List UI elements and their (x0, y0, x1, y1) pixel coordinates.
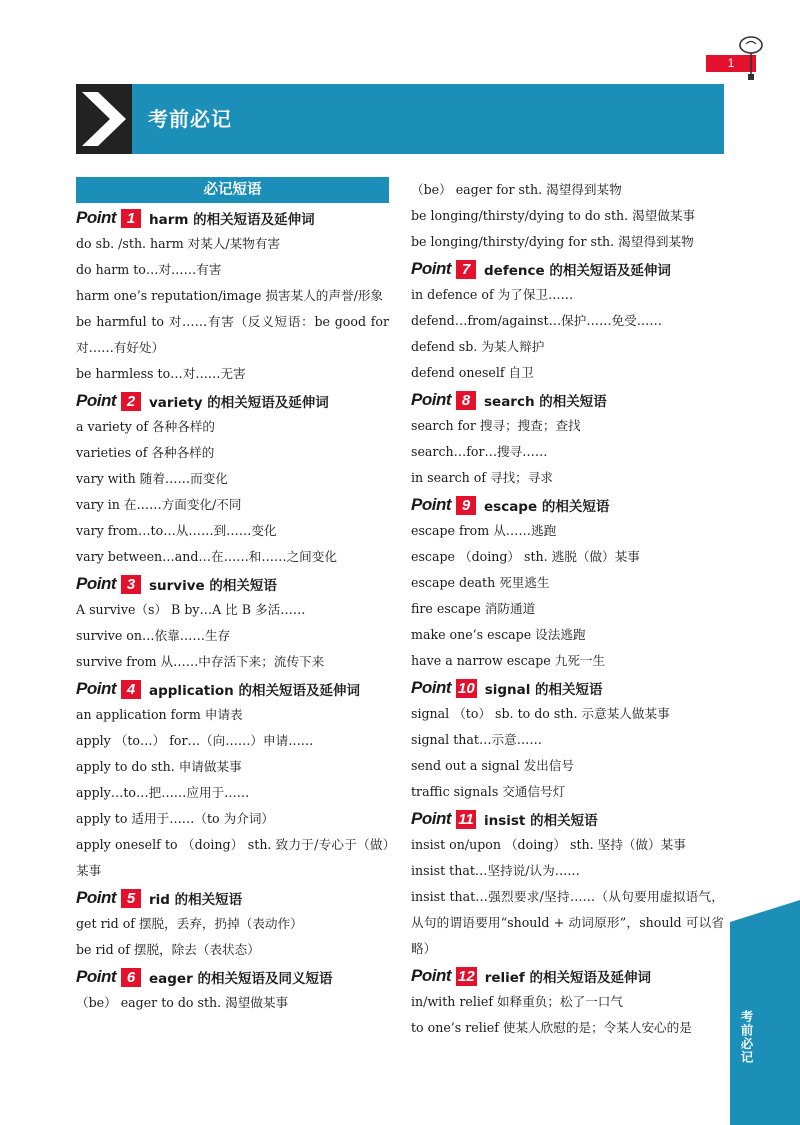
point-title: defence 的相关短语及延伸词 (484, 263, 671, 279)
phrase-entry: search for 搜寻；搜查；查找 (411, 418, 581, 433)
phrase-entry: vary from…to…从……到……变化 (76, 523, 277, 538)
point-title: search 的相关短语 (484, 394, 607, 410)
phrase-entry: do harm to…对……有害 (76, 262, 222, 277)
point-word: Point (76, 391, 116, 410)
left-points (76, 205, 389, 1016)
phrase-entry: A survive（s） B by…A 比 B 多活…… (76, 602, 306, 617)
phrase-entry: do sb. /sth. harm 对某人/某物有害 (76, 236, 281, 251)
phrase-entry: escape （doing） sth. 逃脱（做）某事 (411, 549, 640, 564)
phrase-entry: be harmful to 对……有害（反义短语：be good for 对……有好处） (76, 314, 389, 355)
phrase-entry: defend…from/against…保护……免受…… (411, 313, 662, 328)
phrase-entry: varieties of 各种各样的 (76, 445, 215, 460)
point-number-badge: 4 (121, 680, 141, 699)
point-heading (76, 205, 389, 231)
point-number-badge: 8 (456, 391, 476, 410)
point-heading (76, 885, 389, 911)
phrase-entry: vary in 在……方面变化/不同 (76, 497, 242, 512)
point-heading (411, 387, 724, 413)
phrase-entry: defend oneself 自卫 (411, 365, 534, 380)
point-number-badge: 6 (121, 968, 141, 987)
phrase-entry: in/with relief 如释重负；松了一口气 (411, 994, 623, 1009)
side-tab-label: 考前必记 (739, 1010, 754, 1064)
point-title: application 的相关短语及延伸词 (149, 683, 360, 699)
section-header: 必记短语 (76, 177, 389, 203)
phrase-entry: insist that…坚持说/认为…… (411, 863, 580, 878)
phrase-entry: be rid of 摆脱，除去（表状态） (76, 942, 260, 957)
phrase-entry: get rid of 摆脱，丢弃，扔掉（表动作） (76, 916, 303, 931)
point-title: relief 的相关短语及延伸词 (484, 970, 651, 986)
left-column (76, 177, 389, 1016)
lightbulb-icon (738, 36, 764, 82)
phrase-entry: an application form 申请表 (76, 707, 243, 722)
phrase-entry: vary between…and…在……和……之间变化 (76, 549, 337, 564)
phrase-entry: insist on/upon （doing） sth. 坚持（做）某事 (411, 837, 686, 852)
point-number-badge: 5 (121, 889, 141, 908)
point-number-badge: 11 (456, 810, 476, 829)
point-heading (411, 256, 724, 282)
phrase-entry: defend sb. 为某人辩护 (411, 339, 545, 354)
point-title: variety 的相关短语及延伸词 (149, 395, 329, 411)
phrase-entry: （be） eager for sth. 渴望得到某物 (411, 182, 622, 197)
right-points (411, 256, 724, 1041)
point-title: eager 的相关短语及同义短语 (149, 971, 333, 987)
phrase-entry: to one’s relief 使某人欣慰的是；令某人安心的是 (411, 1020, 692, 1035)
phrase-entry: harm one’s reputation/image 损害某人的声誉/形象 (76, 288, 384, 303)
point-number-badge: 10 (458, 679, 475, 697)
phrase-entry: signal （to） sb. to do sth. 示意某人做某事 (411, 706, 670, 721)
point-word: Point (411, 495, 451, 514)
point-word: Point (411, 678, 451, 697)
phrase-entry: traffic signals 交通信号灯 (411, 784, 566, 799)
phrase-entry: apply （to…） for…（向……）申请…… (76, 733, 314, 748)
point-heading (411, 806, 724, 832)
phrase-entry: apply oneself to （doing） sth. 致力于/专心于（做）某事 (76, 837, 389, 878)
point-title: insist 的相关短语 (484, 813, 598, 829)
phrase-entry: apply to 适用于……（to 为介词） (76, 811, 275, 826)
point-number-badge: 9 (456, 496, 476, 515)
phrase-entry: escape from 从……逃跑 (411, 523, 557, 538)
point-number-badge: 2 (121, 392, 141, 411)
point-word: Point (76, 208, 116, 227)
phrase-entry: be longing/thirsty/dying to do sth. 渴望做某事 (411, 208, 696, 223)
point-heading (411, 492, 724, 518)
phrase-entry: send out a signal 发出信号 (411, 758, 574, 773)
point-word: Point (411, 259, 451, 278)
phrase-entry: a variety of 各种各样的 (76, 419, 216, 434)
point-word: Point (76, 574, 116, 593)
phrase-entry: search…for…搜寻…… (411, 444, 548, 459)
point-word: Point (76, 967, 116, 986)
point-heading (76, 388, 389, 414)
point-title: survive 的相关短语 (149, 578, 277, 594)
point-number-badge: 12 (458, 967, 475, 985)
phrase-entry: survive on…依靠……生存 (76, 628, 231, 643)
phrase-entry: insist that…强烈要求/坚持……（从句要用虚拟语气，从句的谓语要用“should + 动词原形”，should 可以省略） (411, 889, 724, 956)
phrase-entry: signal that…示意…… (411, 732, 542, 747)
page-number: 1 (706, 55, 756, 72)
right-column (411, 177, 724, 1041)
point-heading (76, 964, 389, 990)
point-word: Point (76, 679, 116, 698)
banner-chevron-box (76, 84, 132, 154)
point-number-badge: 3 (121, 575, 141, 594)
phrase-entry: apply…to…把……应用于…… (76, 785, 250, 800)
right-lead-entries (411, 177, 724, 255)
phrase-entry: escape death 死里逃生 (411, 575, 550, 590)
point-word: Point (76, 888, 116, 907)
phrase-entry: in defence of 为了保卫…… (411, 287, 574, 302)
chevron-right-icon (76, 84, 132, 154)
phrase-entry: apply to do sth. 申请做某事 (76, 759, 242, 774)
point-word: Point (411, 966, 451, 985)
point-heading (411, 675, 724, 701)
point-title: rid 的相关短语 (149, 892, 243, 908)
point-title: signal 的相关短语 (484, 682, 603, 698)
point-number-badge: 1 (121, 209, 141, 228)
phrase-entry: （be） eager to do sth. 渴望做某事 (76, 995, 289, 1010)
point-title: escape 的相关短语 (484, 499, 610, 515)
banner-title: 考前必记 (148, 107, 232, 131)
point-word: Point (411, 809, 451, 828)
phrase-entry: be longing/thirsty/dying for sth. 渴望得到某物 (411, 234, 694, 249)
phrase-entry: fire escape 消防通道 (411, 601, 536, 616)
title-banner (76, 84, 724, 154)
point-heading (411, 963, 724, 989)
phrase-entry: survive from 从……中存活下来；流传下来 (76, 654, 325, 669)
point-heading (76, 571, 389, 597)
phrase-entry: in search of 寻找；寻求 (411, 470, 553, 485)
point-heading (76, 676, 389, 702)
point-word: Point (411, 390, 451, 409)
phrase-entry: vary with 随着……而变化 (76, 471, 228, 486)
phrase-entry: have a narrow escape 九死一生 (411, 653, 606, 668)
point-number-badge: 7 (456, 260, 476, 279)
phrase-entry: be harmless to…对……无害 (76, 366, 246, 381)
phrase-entry: make one’s escape 设法逃跑 (411, 627, 586, 642)
point-title: harm 的相关短语及延伸词 (149, 212, 315, 228)
